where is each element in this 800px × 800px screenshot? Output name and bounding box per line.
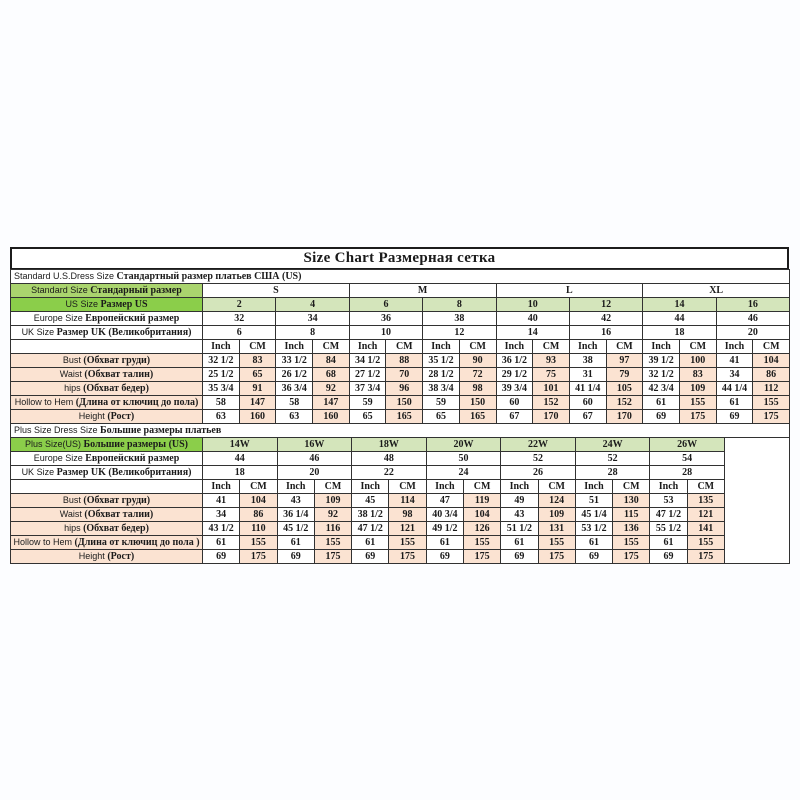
- plus-size-cell: 22W: [501, 438, 576, 452]
- standard-sizes-section-header: [11, 270, 790, 284]
- cm-value-cell: 109: [679, 382, 716, 396]
- inch-value-cell: 69: [203, 550, 240, 564]
- inch-value-cell: 45 1/4: [575, 508, 612, 522]
- cm-value-cell: 83: [239, 354, 276, 368]
- inch-value-cell: 53 1/2: [575, 522, 612, 536]
- cm-value-cell: 88: [386, 354, 423, 368]
- inch-value-cell: 34 1/2: [349, 354, 386, 368]
- measurement-label: [11, 508, 203, 522]
- plus-size-cell: 20W: [426, 438, 501, 452]
- inch-value-cell: 63: [276, 410, 313, 424]
- cm-unit-cell: CM: [613, 480, 650, 494]
- inch-unit-cell: Inch: [276, 340, 313, 354]
- plus-size-cell: 26W: [650, 438, 725, 452]
- inch-value-cell: 35 1/2: [423, 354, 460, 368]
- cm-value-cell: 86: [753, 368, 790, 382]
- cm-value-cell: 175: [679, 410, 716, 424]
- cm-value-cell: 155: [240, 536, 277, 550]
- cm-value-cell: 170: [533, 410, 570, 424]
- inch-value-cell: 69: [643, 410, 680, 424]
- cm-unit-cell: CM: [679, 340, 716, 354]
- inch-value-cell: 53: [650, 494, 687, 508]
- label-ru: (Обхват груди): [80, 355, 151, 366]
- cm-value-cell: 109: [538, 508, 575, 522]
- inch-value-cell: 69: [352, 550, 389, 564]
- inch-unit-cell: Inch: [496, 340, 533, 354]
- cm-value-cell: 110: [240, 522, 277, 536]
- label-ru: (Рост): [104, 551, 135, 562]
- us-size-cell: 6: [349, 298, 422, 312]
- cm-value-cell: 98: [389, 508, 426, 522]
- inch-value-cell: 43: [277, 494, 314, 508]
- uk-size-cell: 8: [276, 326, 349, 340]
- cm-value-cell: 98: [459, 382, 496, 396]
- label-en: UK Size: [21, 327, 55, 337]
- label-ru: Размер UK (Великобритания): [54, 467, 192, 478]
- inch-value-cell: 69: [575, 550, 612, 564]
- inch-value-cell: 45 1/2: [277, 522, 314, 536]
- measurement-label: [11, 522, 203, 536]
- cm-value-cell: 155: [538, 536, 575, 550]
- row-label-europe: [11, 312, 203, 326]
- inch-value-cell: 69: [650, 550, 687, 564]
- label-en: Waist: [59, 369, 82, 379]
- cm-value-cell: 141: [687, 522, 724, 536]
- inch-value-cell: 61: [650, 536, 687, 550]
- cm-value-cell: 175: [389, 550, 426, 564]
- us-size-cell: 2: [203, 298, 276, 312]
- inch-unit-cell: Inch: [643, 340, 680, 354]
- cm-value-cell: 147: [239, 396, 276, 410]
- measurement-label: [11, 396, 203, 410]
- unit-row-label: [11, 480, 203, 494]
- inch-value-cell: 28 1/2: [423, 368, 460, 382]
- inch-value-cell: 58: [203, 396, 240, 410]
- cm-value-cell: 160: [239, 410, 276, 424]
- cm-value-cell: 155: [679, 396, 716, 410]
- cm-unit-cell: CM: [389, 480, 426, 494]
- uk-size-cell: 12: [423, 326, 496, 340]
- inch-value-cell: 61: [203, 536, 240, 550]
- uk-size-cell: 16: [569, 326, 642, 340]
- cm-value-cell: 135: [687, 494, 724, 508]
- europe-size-cell: 36: [349, 312, 422, 326]
- inch-value-cell: 49: [501, 494, 538, 508]
- unit-row-label: [11, 340, 203, 354]
- europe-size-cell: 42: [569, 312, 642, 326]
- europe-size-cell: 38: [423, 312, 496, 326]
- cm-value-cell: 114: [389, 494, 426, 508]
- us-size-cell: 14: [643, 298, 716, 312]
- cm-value-cell: 150: [459, 396, 496, 410]
- group-size-cell: L: [496, 284, 643, 298]
- measurement-label: [11, 368, 203, 382]
- label-en: Height: [78, 411, 105, 421]
- plus-size-cell: 16W: [277, 438, 352, 452]
- inch-value-cell: 65: [423, 410, 460, 424]
- label-en: Waist: [59, 509, 82, 519]
- label-en: Europe Size: [33, 313, 83, 323]
- uk-size-cell: 18: [643, 326, 716, 340]
- cm-value-cell: 175: [753, 410, 790, 424]
- label-ru: (Обхват талии): [81, 509, 154, 520]
- measurement-label: [11, 410, 203, 424]
- cm-value-cell: 105: [606, 382, 643, 396]
- inch-value-cell: 43 1/2: [203, 522, 240, 536]
- row-label-group: [11, 284, 203, 298]
- inch-value-cell: 60: [569, 396, 606, 410]
- uk-size-cell: 22: [352, 466, 427, 480]
- inch-value-cell: 47: [426, 494, 463, 508]
- cm-value-cell: 175: [314, 550, 351, 564]
- cm-value-cell: 70: [386, 368, 423, 382]
- europe-size-cell: 34: [276, 312, 349, 326]
- label-en: Plus Size Dress Size: [14, 425, 98, 435]
- inch-value-cell: 59: [423, 396, 460, 410]
- label-en: hips: [64, 523, 81, 533]
- cm-value-cell: 104: [753, 354, 790, 368]
- cm-unit-cell: CM: [314, 480, 351, 494]
- cm-value-cell: 131: [538, 522, 575, 536]
- inch-unit-cell: Inch: [352, 480, 389, 494]
- cm-value-cell: 86: [240, 508, 277, 522]
- group-size-cell: XL: [643, 284, 790, 298]
- europe-size-cell: 44: [643, 312, 716, 326]
- us-size-cell: 8: [423, 298, 496, 312]
- cm-value-cell: 175: [613, 550, 650, 564]
- inch-unit-cell: Inch: [423, 340, 460, 354]
- inch-value-cell: 41 1/4: [569, 382, 606, 396]
- cm-value-cell: 175: [538, 550, 575, 564]
- inch-value-cell: 36 3/4: [276, 382, 313, 396]
- inch-value-cell: 63: [203, 410, 240, 424]
- cm-value-cell: 155: [613, 536, 650, 550]
- plus-size-cell: 18W: [352, 438, 427, 452]
- cm-value-cell: 79: [606, 368, 643, 382]
- inch-value-cell: 51 1/2: [501, 522, 538, 536]
- inch-value-cell: 33 1/2: [276, 354, 313, 368]
- inch-value-cell: 43: [501, 508, 538, 522]
- inch-value-cell: 35 3/4: [203, 382, 240, 396]
- size-chart-sheet: [10, 247, 789, 564]
- inch-value-cell: 34: [203, 508, 240, 522]
- plus-size-cell: 24W: [575, 438, 650, 452]
- row-label-us: [11, 298, 203, 312]
- uk-size-cell: 18: [203, 466, 278, 480]
- inch-value-cell: 59: [349, 396, 386, 410]
- inch-value-cell: 61: [643, 396, 680, 410]
- row-label-uk: [11, 466, 203, 480]
- row-label-uk: [11, 326, 203, 340]
- us-size-cell: 4: [276, 298, 349, 312]
- label-en: Standard U.S.Dress Size: [14, 271, 115, 281]
- inch-value-cell: 38 3/4: [423, 382, 460, 396]
- label-ru: Европейский размер: [82, 313, 180, 324]
- cm-value-cell: 116: [314, 522, 351, 536]
- cm-value-cell: 155: [753, 396, 790, 410]
- cm-value-cell: 72: [459, 368, 496, 382]
- label-en: Hollow to Hem: [13, 537, 72, 547]
- cm-value-cell: 96: [386, 382, 423, 396]
- inch-value-cell: 49 1/2: [426, 522, 463, 536]
- inch-value-cell: 39 3/4: [496, 382, 533, 396]
- label-ru: (Обхват груди): [80, 495, 151, 506]
- inch-value-cell: 25 1/2: [203, 368, 240, 382]
- label-ru: (Длина от ключиц до пола ): [71, 537, 200, 548]
- label-ru: (Обхват бедер): [80, 383, 149, 394]
- cm-value-cell: 155: [687, 536, 724, 550]
- inch-value-cell: 36 1/4: [277, 508, 314, 522]
- us-size-cell: 16: [716, 298, 789, 312]
- label-en: US Size: [65, 299, 98, 309]
- cm-unit-cell: CM: [240, 480, 277, 494]
- europe-size-cell: 48: [352, 452, 427, 466]
- cm-unit-cell: CM: [386, 340, 423, 354]
- cm-unit-cell: CM: [459, 340, 496, 354]
- cm-value-cell: 124: [538, 494, 575, 508]
- inch-value-cell: 65: [349, 410, 386, 424]
- inch-value-cell: 32 1/2: [643, 368, 680, 382]
- inch-value-cell: 61: [426, 536, 463, 550]
- inch-value-cell: 39 1/2: [643, 354, 680, 368]
- label-ru: Размер US: [97, 299, 148, 310]
- inch-value-cell: 45: [352, 494, 389, 508]
- cm-unit-cell: CM: [538, 480, 575, 494]
- row-label-europe: [11, 452, 203, 466]
- plus-size-cell: 14W: [203, 438, 278, 452]
- inch-value-cell: 44 1/4: [716, 382, 753, 396]
- inch-value-cell: 61: [352, 536, 389, 550]
- inch-unit-cell: Inch: [650, 480, 687, 494]
- uk-size-cell: 24: [426, 466, 501, 480]
- inch-unit-cell: Inch: [203, 480, 240, 494]
- cm-value-cell: 65: [239, 368, 276, 382]
- cm-value-cell: 84: [313, 354, 350, 368]
- europe-size-cell: 50: [426, 452, 501, 466]
- cm-value-cell: 119: [463, 494, 500, 508]
- uk-size-cell: 20: [277, 466, 352, 480]
- cm-value-cell: 147: [313, 396, 350, 410]
- cm-value-cell: 83: [679, 368, 716, 382]
- uk-size-cell: 10: [349, 326, 422, 340]
- inch-value-cell: 38: [569, 354, 606, 368]
- label-en: Plus Size(US): [24, 439, 81, 449]
- inch-value-cell: 31: [569, 368, 606, 382]
- inch-value-cell: 27 1/2: [349, 368, 386, 382]
- cm-unit-cell: CM: [687, 480, 724, 494]
- label-en: Hollow to Hem: [14, 397, 74, 407]
- cm-value-cell: 170: [606, 410, 643, 424]
- inch-value-cell: 60: [496, 396, 533, 410]
- measurement-label: [11, 550, 203, 564]
- label-ru: Размер UK (Великобритания): [54, 327, 192, 338]
- inch-value-cell: 69: [277, 550, 314, 564]
- row-label-plus: [11, 438, 203, 452]
- cm-value-cell: 92: [314, 508, 351, 522]
- inch-value-cell: 41: [203, 494, 240, 508]
- label-ru: (Обхват бедер): [80, 523, 149, 534]
- inch-value-cell: 40 3/4: [426, 508, 463, 522]
- us-size-cell: 10: [496, 298, 569, 312]
- label-ru: Стандартный размер платьев США (US): [114, 271, 302, 282]
- europe-size-cell: 32: [203, 312, 276, 326]
- inch-unit-cell: Inch: [569, 340, 606, 354]
- cm-value-cell: 152: [606, 396, 643, 410]
- inch-value-cell: 61: [716, 396, 753, 410]
- cm-unit-cell: CM: [239, 340, 276, 354]
- europe-size-cell: 44: [203, 452, 278, 466]
- cm-value-cell: 150: [386, 396, 423, 410]
- europe-size-cell: 52: [501, 452, 576, 466]
- group-size-cell: S: [203, 284, 350, 298]
- measurement-label: [11, 494, 203, 508]
- inch-unit-cell: Inch: [716, 340, 753, 354]
- measurement-label: [11, 536, 203, 550]
- cm-unit-cell: CM: [463, 480, 500, 494]
- cm-value-cell: 90: [459, 354, 496, 368]
- inch-value-cell: 69: [716, 410, 753, 424]
- inch-value-cell: 32 1/2: [203, 354, 240, 368]
- cm-value-cell: 121: [687, 508, 724, 522]
- europe-size-cell: 46: [277, 452, 352, 466]
- measurement-label: [11, 382, 203, 396]
- cm-value-cell: 130: [613, 494, 650, 508]
- uk-size-cell: 20: [716, 326, 789, 340]
- label-en: Europe Size: [33, 453, 83, 463]
- europe-size-cell: 40: [496, 312, 569, 326]
- us-size-cell: 12: [569, 298, 642, 312]
- cm-value-cell: 126: [463, 522, 500, 536]
- cm-value-cell: 160: [313, 410, 350, 424]
- cm-unit-cell: CM: [606, 340, 643, 354]
- group-size-cell: M: [349, 284, 496, 298]
- cm-value-cell: 104: [240, 494, 277, 508]
- label-ru: (Обхват талин): [81, 369, 154, 380]
- inch-value-cell: 67: [496, 410, 533, 424]
- inch-value-cell: 37 3/4: [349, 382, 386, 396]
- inch-value-cell: 69: [501, 550, 538, 564]
- inch-value-cell: 34: [716, 368, 753, 382]
- cm-value-cell: 109: [314, 494, 351, 508]
- europe-size-cell: 46: [716, 312, 789, 326]
- cm-value-cell: 68: [313, 368, 350, 382]
- label-ru: Стандарный размер: [87, 285, 182, 296]
- cm-value-cell: 155: [314, 536, 351, 550]
- cm-value-cell: 93: [533, 354, 570, 368]
- inch-value-cell: 61: [501, 536, 538, 550]
- size-chart-tables: [10, 269, 789, 564]
- cm-value-cell: 97: [606, 354, 643, 368]
- inch-unit-cell: Inch: [349, 340, 386, 354]
- inch-value-cell: 69: [426, 550, 463, 564]
- cm-value-cell: 92: [313, 382, 350, 396]
- measurement-label: [11, 354, 203, 368]
- cm-value-cell: 155: [389, 536, 426, 550]
- label-en: Standard Size: [31, 285, 88, 295]
- cm-value-cell: 75: [533, 368, 570, 382]
- label-en: hips: [64, 383, 81, 393]
- inch-value-cell: 47 1/2: [352, 522, 389, 536]
- blank-trailing-cell: [724, 438, 789, 564]
- label-en: Bust: [62, 355, 81, 365]
- inch-value-cell: 26 1/2: [276, 368, 313, 382]
- cm-value-cell: 136: [613, 522, 650, 536]
- inch-value-cell: 38 1/2: [352, 508, 389, 522]
- cm-value-cell: 165: [386, 410, 423, 424]
- cm-value-cell: 165: [459, 410, 496, 424]
- inch-value-cell: 29 1/2: [496, 368, 533, 382]
- cm-value-cell: 175: [687, 550, 724, 564]
- inch-unit-cell: Inch: [277, 480, 314, 494]
- standard-sizes-table: [10, 269, 790, 424]
- inch-value-cell: 42 3/4: [643, 382, 680, 396]
- inch-unit-cell: Inch: [501, 480, 538, 494]
- uk-size-cell: 6: [203, 326, 276, 340]
- label-ru: Большие размеры (US): [80, 439, 189, 450]
- label-ru: (Длина от ключиц до пола): [73, 397, 199, 408]
- uk-size-cell: 14: [496, 326, 569, 340]
- cm-value-cell: 115: [613, 508, 650, 522]
- plus-sizes-table: [10, 423, 790, 564]
- label-en: Height: [78, 551, 105, 561]
- label-ru: (Рост): [104, 411, 135, 422]
- europe-size-cell: 54: [650, 452, 725, 466]
- inch-value-cell: 67: [569, 410, 606, 424]
- page-title: Size Chart Размерная сетка: [10, 247, 789, 270]
- cm-unit-cell: CM: [533, 340, 570, 354]
- inch-value-cell: 55 1/2: [650, 522, 687, 536]
- cm-value-cell: 175: [463, 550, 500, 564]
- cm-value-cell: 152: [533, 396, 570, 410]
- label-ru: Большие размеры платьев: [97, 425, 222, 436]
- inch-unit-cell: Inch: [203, 340, 240, 354]
- cm-value-cell: 175: [240, 550, 277, 564]
- inch-value-cell: 58: [276, 396, 313, 410]
- cm-value-cell: 91: [239, 382, 276, 396]
- inch-value-cell: 61: [575, 536, 612, 550]
- label-en: Bust: [62, 495, 81, 505]
- cm-unit-cell: CM: [753, 340, 790, 354]
- inch-value-cell: 41: [716, 354, 753, 368]
- inch-value-cell: 61: [277, 536, 314, 550]
- cm-value-cell: 155: [463, 536, 500, 550]
- cm-value-cell: 100: [679, 354, 716, 368]
- uk-size-cell: 28: [650, 466, 725, 480]
- inch-value-cell: 51: [575, 494, 612, 508]
- cm-unit-cell: CM: [313, 340, 350, 354]
- label-en: UK Size: [21, 467, 55, 477]
- uk-size-cell: 28: [575, 466, 650, 480]
- inch-value-cell: 36 1/2: [496, 354, 533, 368]
- cm-value-cell: 121: [389, 522, 426, 536]
- inch-value-cell: 47 1/2: [650, 508, 687, 522]
- cm-value-cell: 104: [463, 508, 500, 522]
- cm-value-cell: 112: [753, 382, 790, 396]
- europe-size-cell: 52: [575, 452, 650, 466]
- uk-size-cell: 26: [501, 466, 576, 480]
- plus-sizes-section-header: [11, 424, 790, 438]
- label-ru: Европейский размер: [82, 453, 180, 464]
- cm-value-cell: 101: [533, 382, 570, 396]
- inch-unit-cell: Inch: [575, 480, 612, 494]
- inch-unit-cell: Inch: [426, 480, 463, 494]
